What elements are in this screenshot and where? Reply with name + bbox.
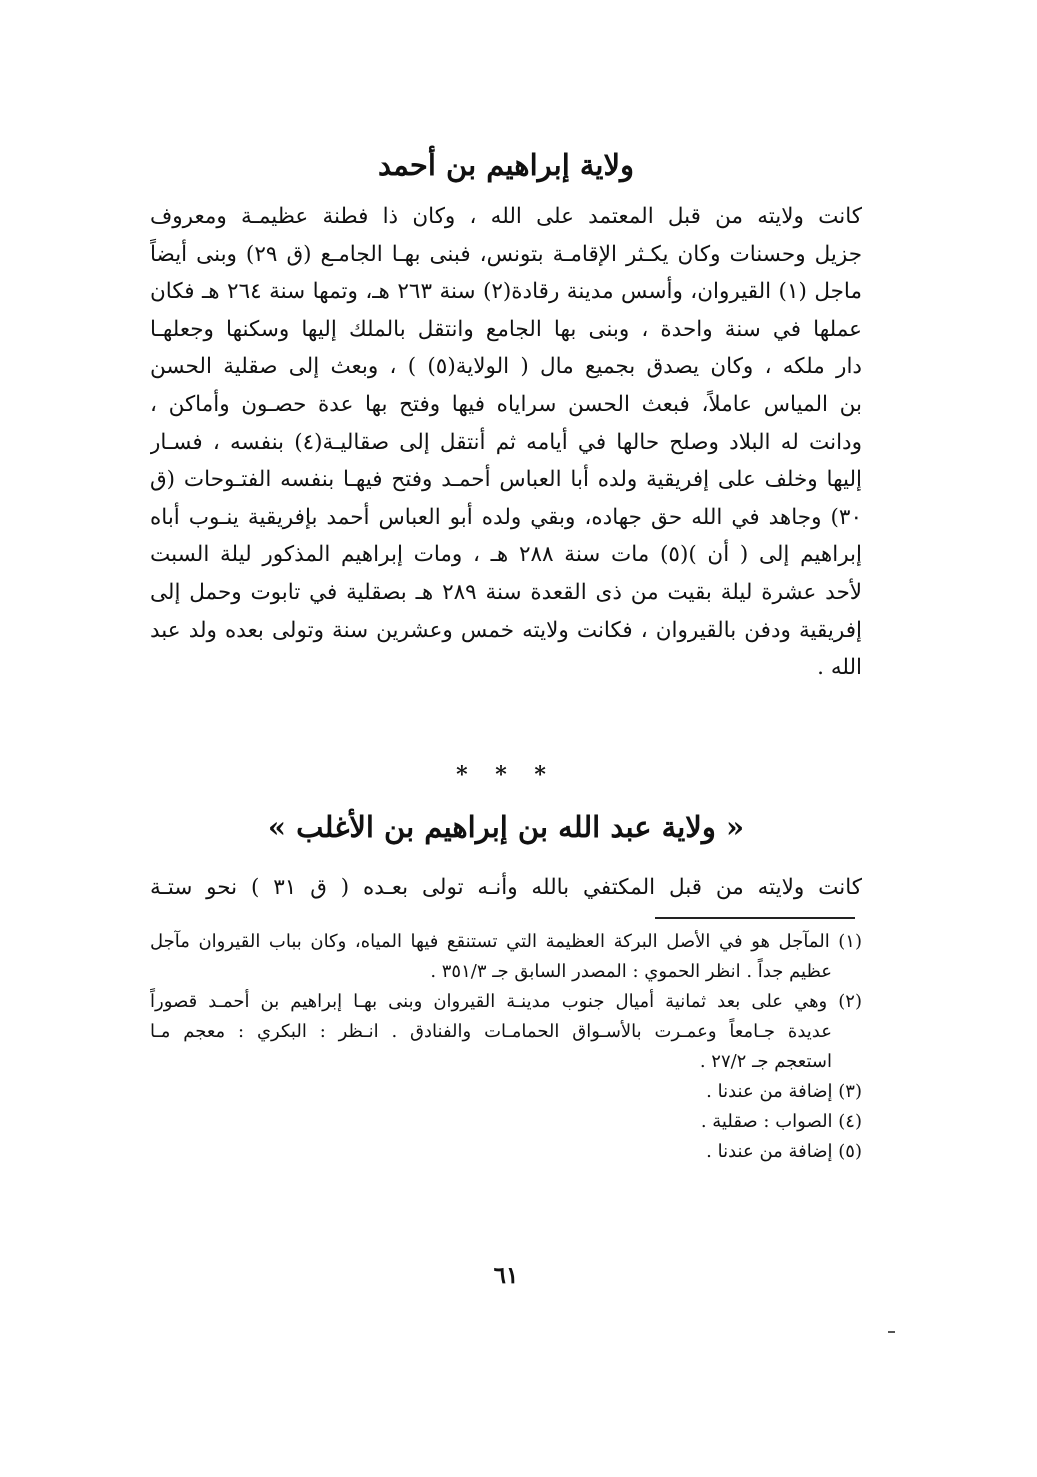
text-line: كانت ولايته من قبل المكتفي بالله وأنـه تولى بعـده ( ق ٣١ ) نحو ستـة: [150, 875, 862, 900]
footnote: [150, 1137, 862, 1167]
section-body: [150, 869, 862, 907]
footnote-rule: [655, 917, 855, 919]
footnote-line: (٥) إضافة من عندنا .: [706, 1141, 862, 1162]
footnote-line: (١) المآجل هو في الأصل البركة العظيمة التي تستنقع فيها المياه، وكان بباب القيروان مآجل: [150, 931, 862, 952]
footnotes: [150, 927, 862, 1167]
footnote: [150, 927, 862, 987]
text-line: إفريقية ودفن بالقيروان ، فكانت ولايته خمس وعشرين سنة وتولى بعده ولد عبد: [150, 617, 862, 643]
text-line: دار ملكه ، وكان يصدق بجميع مال ( الولاية(٥) ) ، وبعث إلى صقلية الحسن: [150, 354, 862, 380]
text-line: ماجل (١) القيروان، وأسس مدينة رقادة(٢) سنة ٢٦٣ هـ، وتمها سنة ٢٦٤ هـ فكان: [150, 279, 862, 305]
footnote-line: استعجم جـ ٢٧/٢ .: [699, 1051, 832, 1072]
section-body: [150, 198, 862, 687]
section-separator: * * *: [456, 762, 556, 788]
footnote: [150, 987, 862, 1077]
text-line: ودانت له البلاد وصلح حالها في أيامه ثم أنتقل إلى صقاليـة(٤) بنفسه ، فسـار: [150, 429, 862, 455]
footnote: [150, 1077, 862, 1107]
footnote: [150, 1107, 862, 1137]
section-title: « ولاية عبد الله بن إبراهيم بن الأغلب »: [267, 810, 745, 844]
section-title: ولاية إبراهيم بن أحمد: [377, 148, 635, 182]
text-line: الله .: [817, 655, 862, 681]
text-line: عملها في سنة واحدة ، وبنى بها الجامع وانتقل بالملك إليها وسكنها وجعلهـا: [150, 316, 862, 342]
text-line: لأحد عشرة ليلة بقيت من ذى القعدة سنة ٢٨٩ هـ بصقلية في تابوت وحمل إلى: [150, 579, 862, 605]
text-line: إبراهيم إلى ( أن )(٥) مات سنة ٢٨٨ هـ ، ومات إبراهيم المذكور ليلة السبت: [150, 542, 862, 568]
footnote-line: عديدة جـامعاً وعمـرت بالأسـواق الحمامـات والفنادق . انـظر : البكري : معجم مـا: [150, 1021, 832, 1042]
text-line: ٣٠) وجاهد في الله حق جهاده، وبقي ولده أبو العباس أحمد بإفريقية ينـوب أباه: [150, 504, 862, 530]
text-line: كانت ولايته من قبل المعتمد على الله ، وكان ذا فطنة عظيمـة ومعروف: [150, 204, 862, 229]
text-line: بن المياس عاملاً، فبعث الحسن سراياه فيها وفتح بها عدة حصـون وأماكن ،: [150, 391, 862, 417]
text-line: إليها وخلف على إفريقية ولده أبا العباس أحمـد وفتح فيهـا بنفسه الفتـوحات (ق: [150, 467, 862, 493]
text-line: جزيل وحسنات وكان يكـثر الإقامـة بتونس، فبنى بهـا الجامـع (ق ٢٩) وبنى أيضاً: [150, 241, 862, 267]
footnote-line: عظيم جداً . انظر الحموي : المصدر السابق جـ ٣٥١/٣ .: [430, 961, 832, 982]
page-number: ٦١: [493, 1262, 519, 1289]
footnote-line: (٣) إضافة من عندنا .: [706, 1081, 862, 1102]
footnote-line: (٢) وهي على بعد ثمانية أميال جنوب مدينـة القيروان وبنى بهـا إبراهيم بن أحمـد قصوراً: [150, 991, 862, 1012]
scan-mark: [888, 1331, 895, 1333]
footnote-line: (٤) الصواب : صقلية .: [700, 1111, 862, 1132]
